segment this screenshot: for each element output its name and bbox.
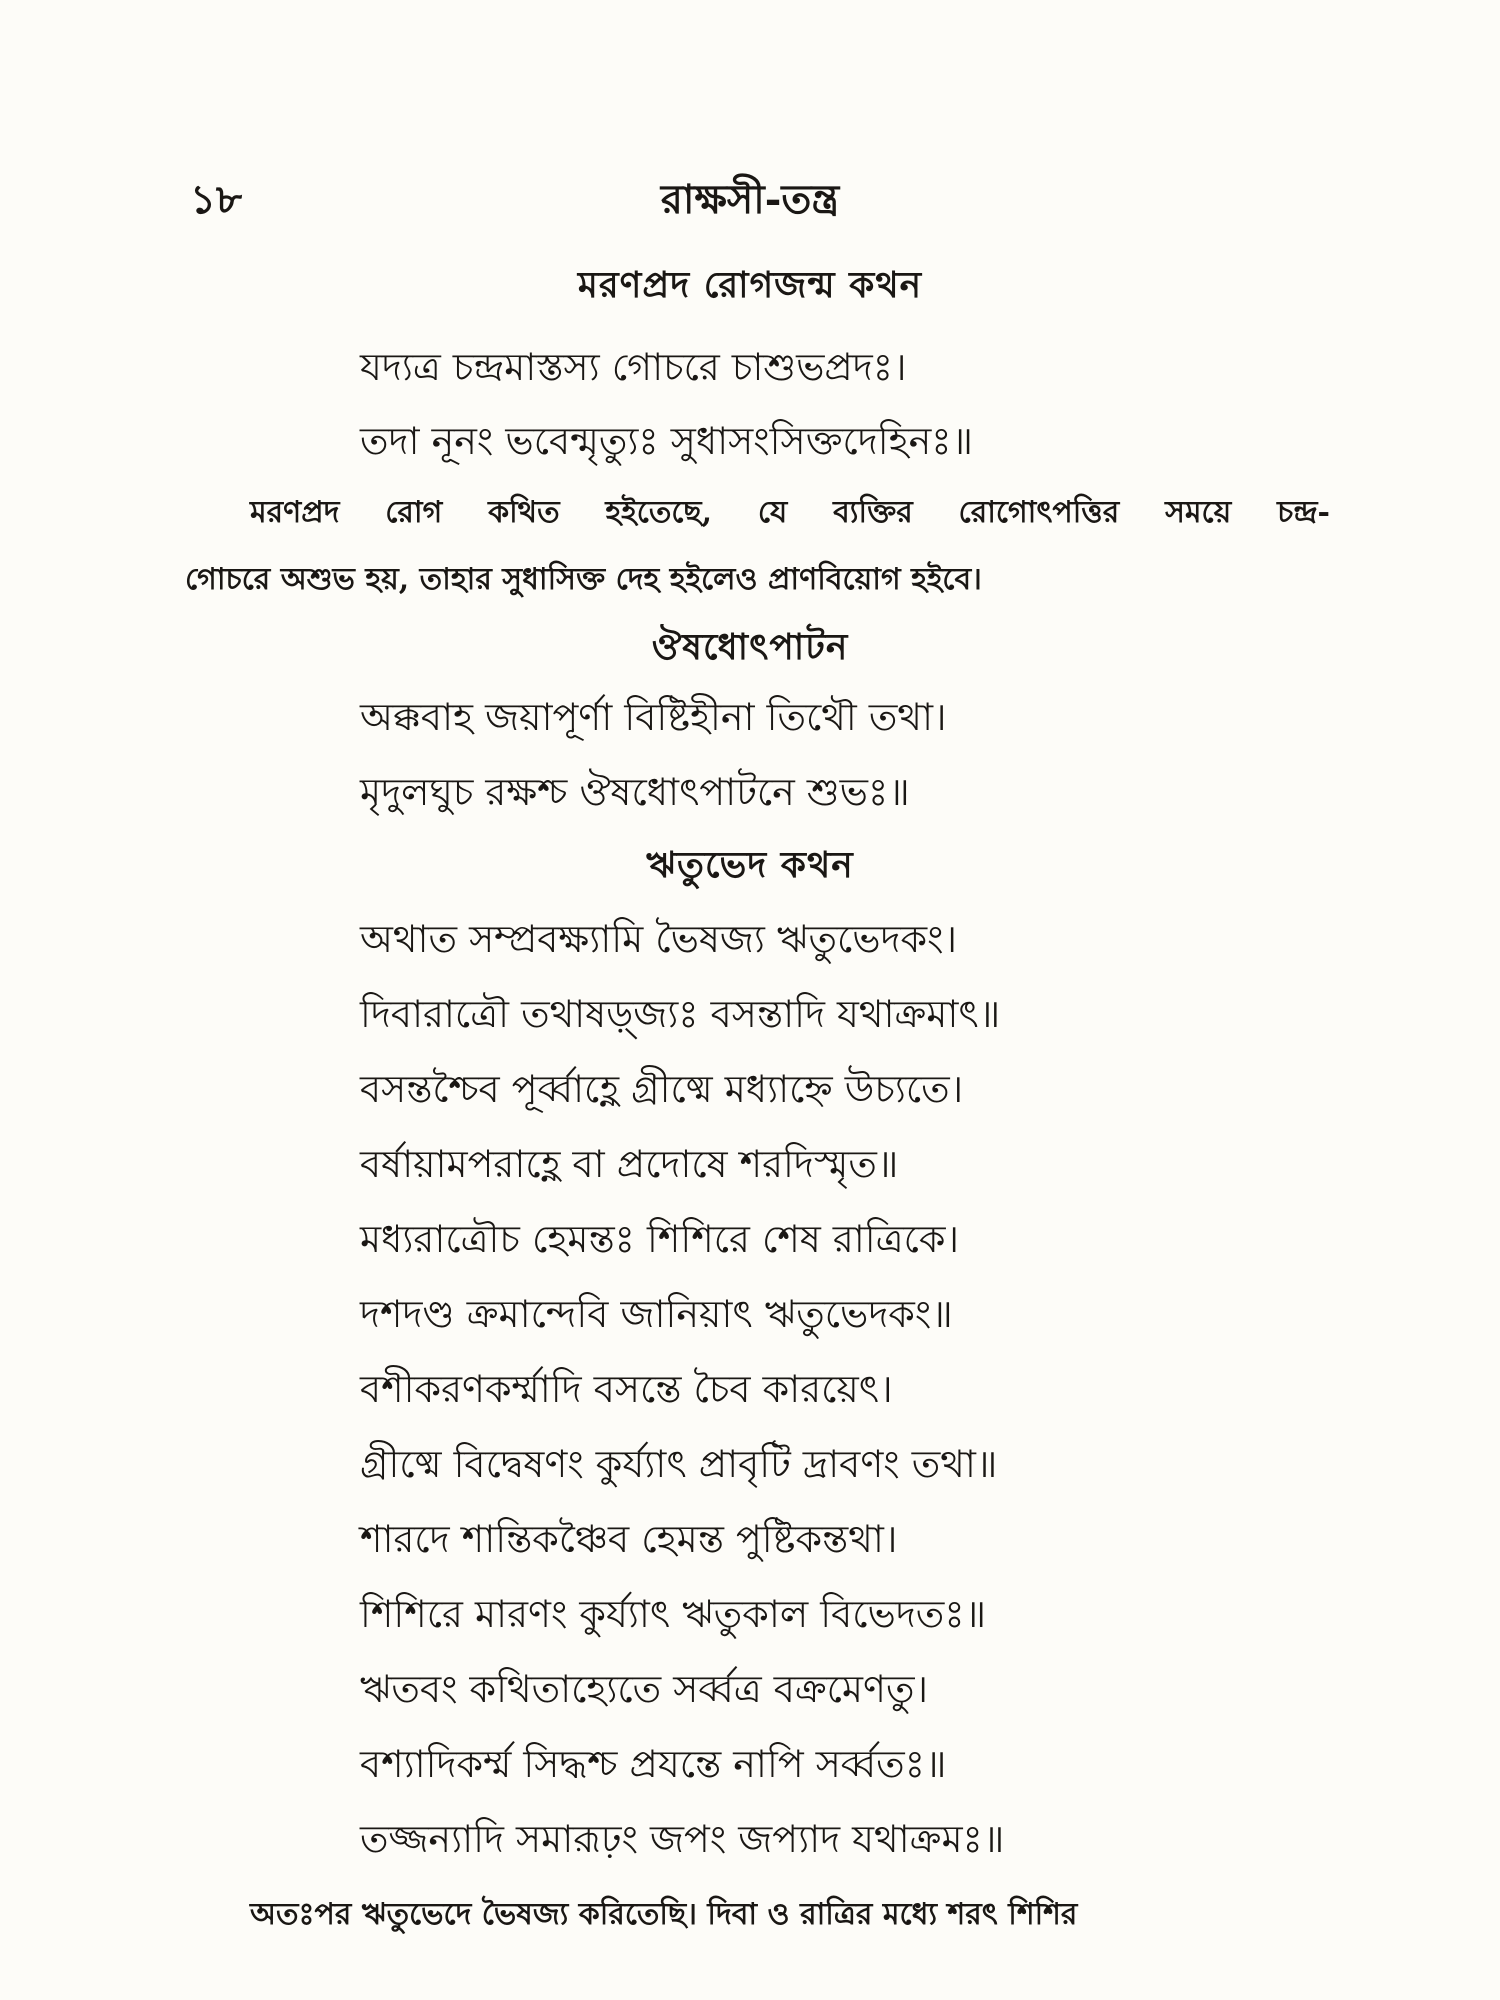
page-number: ১৮: [190, 176, 242, 223]
verse-line: মধ্যরাত্রৌচ হেমন্তঃ শিশিরে শেষ রাত্রিকে।: [360, 1217, 960, 1261]
verse-line: যদ্যত্র চন্দ্রমাস্তস্য গোচরে চাশুভপ্রদঃ।: [360, 345, 907, 389]
verse-line: তজ্জন্যাদি সমারূঢ়ং জপং জপ্যাদ যথাক্রমঃ॥: [360, 1817, 1005, 1861]
verse-line: অক্কবাহ জয়াপূর্ণা বিষ্টিহীনা তিথৌ তথা।: [360, 695, 947, 739]
verse-line: ঋতবং কথিতাহ্যেতে সর্ব্বত্র বক্রমেণতু।: [360, 1667, 929, 1711]
verse-line: মৃদুলঘুচ রক্ষশ্চ ঔষধোৎপাটনে শুভঃ॥: [360, 770, 910, 814]
verse-line: বশীকরণকর্ম্মাদি বসন্তে চৈব কারয়েৎ।: [360, 1367, 893, 1411]
section-heading-death-disease: মরণপ্রদ রোগজন্ম কথন: [577, 264, 923, 306]
verse-line: দশদণ্ড ক্রমান্দেবি জানিয়াৎ ঋতুভেদকং॥: [360, 1292, 953, 1336]
verse-line: বশ্যাদিকর্ম্ম সিদ্ধশ্চ প্রযন্তে নাপি সর্ব্বতঃ॥: [360, 1742, 947, 1786]
section-heading-herb-uprooting: ঔষধোৎপাটন: [651, 626, 849, 668]
verse-line: শিশিরে মারণং কুর্য্যাৎ ঋতুকাল বিভেদতঃ॥: [360, 1592, 987, 1636]
verse-line: বসন্তশ্চৈব পূর্ব্বাহ্ণে গ্রীষ্মে মধ্যাহ্নে উচ্যতে।: [360, 1067, 964, 1111]
commentary-line: অতঃপর ঋতুভেদে ভৈষজ্য করিতেছি। দিবা ও রাত্রির মধ্যে শরৎ শিশির: [250, 1897, 1078, 1932]
verse-line: তদা নূনং ভবেন্মৃত্যুঃ সুধাসংসিক্তদেহিনঃ॥: [360, 419, 974, 463]
verse-line: শারদে শান্তিকঞ্চৈব হেমন্ত পুষ্টিকন্তথা।: [360, 1517, 898, 1561]
verse-line: অথাত সম্প্রবক্ষ্যামি ভৈষজ্য ঋতুভেদকং।: [360, 917, 958, 961]
running-title: রাক্ষসী-তন্ত্র: [660, 176, 840, 223]
commentary-line: মরণপ্রদ রোগ কথিত হইতেছে, যে ব্যক্তির রোগোৎপত্তির সময়ে চন্দ্র-: [250, 495, 1330, 530]
section-heading-season-division: ঋতুভেদ কথন: [646, 844, 854, 886]
verse-line: দিবারাত্রৌ তথাষড়্জ্যঃ বসন্তাদি যথাক্রমাৎ॥: [360, 992, 1001, 1036]
commentary-line: গোচরে অশুভ হয়, তাহার সুধাসিক্ত দেহ হইলেও প্রাণবিয়োগ হইবে।: [185, 562, 982, 597]
verse-line: বর্ষায়ামপরাহ্ণে বা প্রদোষে শরদিস্মৃত॥: [360, 1142, 899, 1186]
verse-line: গ্রীষ্মে বিদ্বেষণং কুর্য্যাৎ প্রাবৃটি দ্রাবণং তথা॥: [360, 1442, 998, 1486]
